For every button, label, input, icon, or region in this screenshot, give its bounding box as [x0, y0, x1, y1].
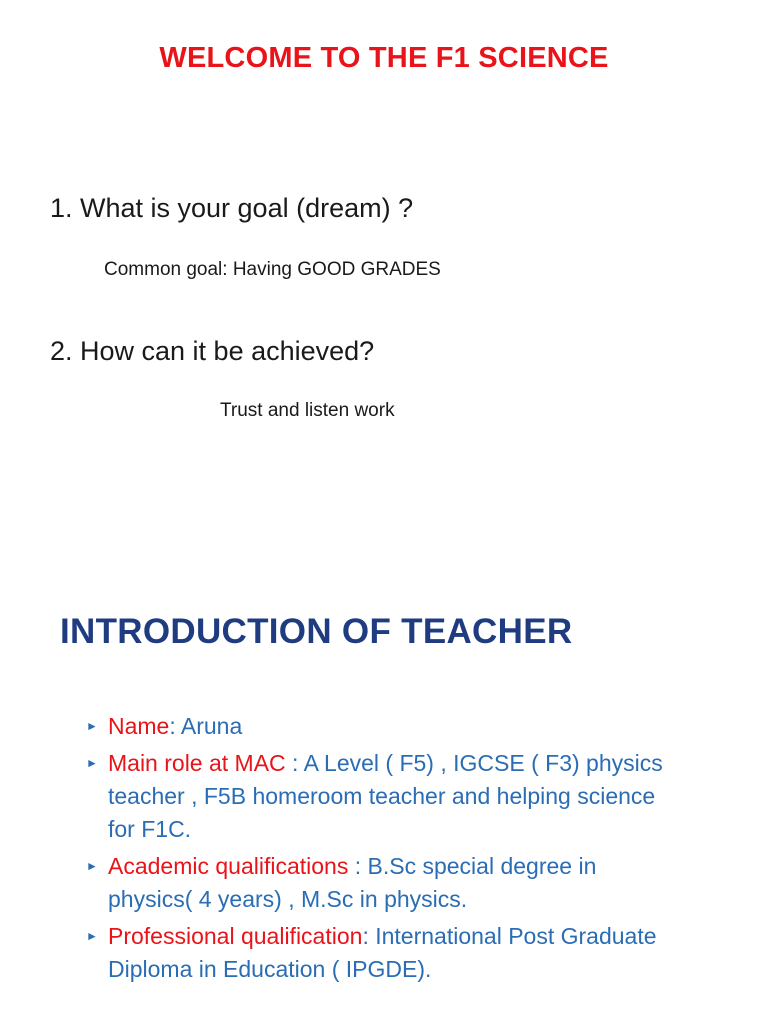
answer-2: Trust and listen work	[220, 400, 395, 421]
bullet-professional-value: : International Post Graduate Diploma in Education ( IPGDE).	[108, 923, 657, 982]
bullet-main-role-value: : A Level ( F5) , IGCSE ( F3) physics teacher , F5B homeroom teacher and helping science for F1C.	[108, 750, 708, 842]
bullet-name	[86, 710, 686, 743]
bullet-main-role	[86, 747, 708, 846]
bullet-professional-label: Professional qualification	[108, 923, 363, 949]
teacher-info-list	[86, 710, 708, 990]
bullet-professional	[86, 920, 686, 986]
question-2-number: 2.	[50, 336, 73, 366]
bullet-academic-label: Academic qualifications	[108, 853, 349, 879]
bullet-academic	[86, 850, 686, 916]
introduction-title: INTRODUCTION OF TEACHER	[60, 612, 573, 651]
answer-1: Common goal: Having GOOD GRADES	[104, 259, 441, 280]
bullet-arrow-icon: ►	[86, 719, 98, 733]
question-2	[50, 336, 374, 367]
question-1	[50, 193, 413, 224]
bullet-name-value: : Aruna	[169, 713, 243, 739]
question-1-text: What is your goal (dream) ?	[80, 193, 414, 223]
bullet-main-role-label: Main role at MAC	[108, 750, 286, 776]
slide-introduction	[0, 560, 768, 1024]
bullet-name-label: Name	[108, 713, 170, 739]
question-2-text: How can it be achieved?	[80, 336, 375, 366]
bullet-arrow-icon: ►	[86, 929, 98, 943]
bullet-academic-value: : B.Sc special degree in physics( 4 years) , M.Sc in physics.	[108, 853, 597, 912]
welcome-title: WELCOME TO THE F1 SCIENCE	[159, 42, 609, 74]
question-1-number: 1.	[50, 193, 73, 223]
bullet-arrow-icon: ►	[86, 756, 98, 770]
bullet-arrow-icon: ►	[86, 859, 98, 873]
